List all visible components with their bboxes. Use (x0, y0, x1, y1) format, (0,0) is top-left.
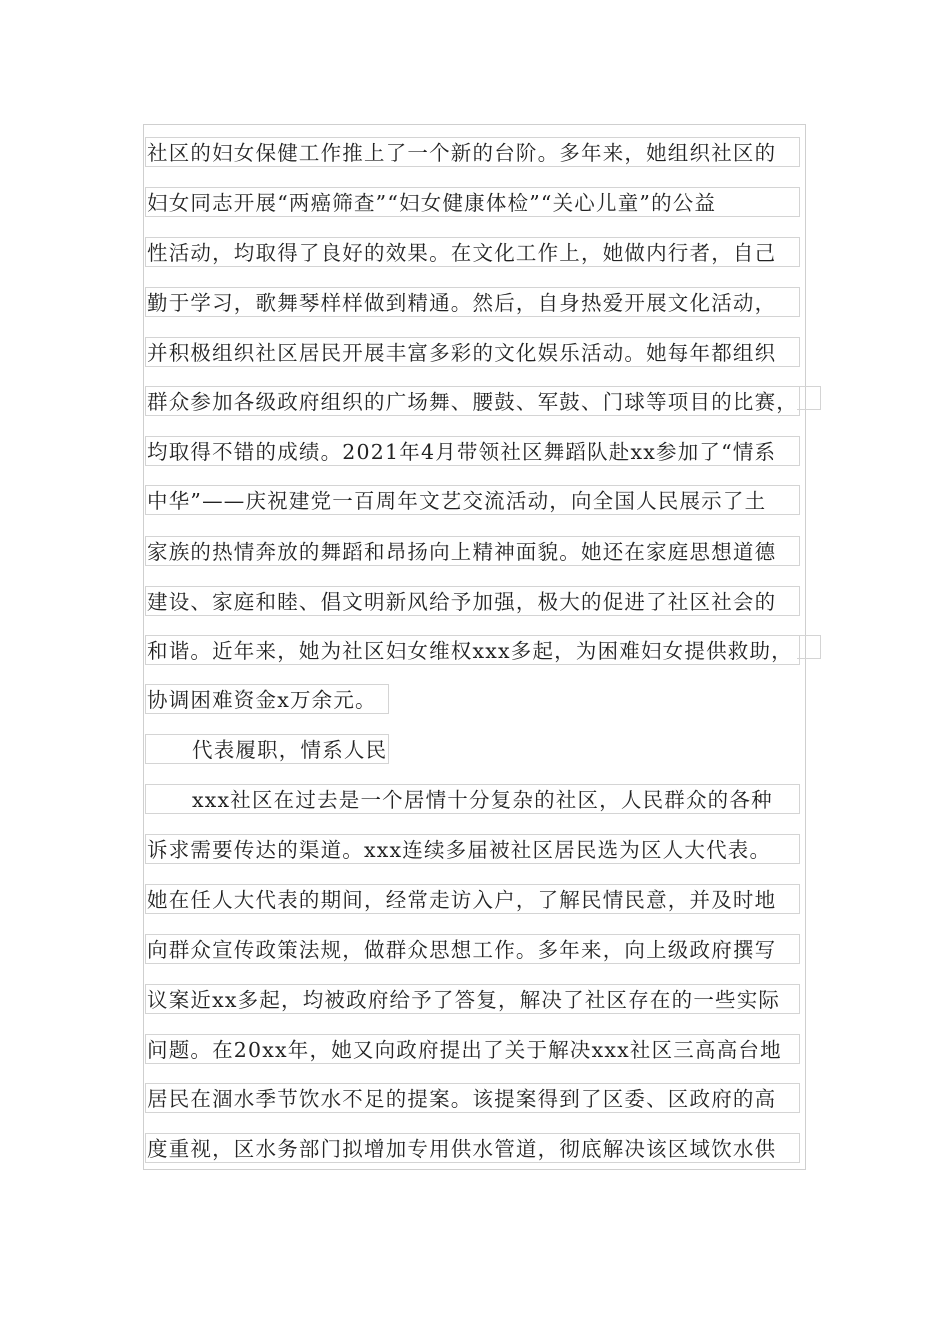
text-line: 议案近xx多起，均被政府给予了答复，解决了社区存在的一些实际 (145, 984, 800, 1014)
text-line: 妇女同志开展“两癌筛查”“妇女健康体检”“关心儿童”的公益 (145, 187, 800, 217)
text-line: 并积极组织社区居民开展丰富多彩的文化娱乐活动。她每年都组织 (145, 337, 800, 367)
text-line: 居民在涸水季节饮水不足的提案。该提案得到了区委、区政府的高 (145, 1083, 800, 1113)
text-line: 协调困难资金x万余元。 (145, 684, 389, 714)
text-line: 群众参加各级政府组织的广场舞、腰鼓、军鼓、门球等项目的比赛， (145, 386, 800, 416)
text-line: 性活动，均取得了良好的效果。在文化工作上，她做内行者，自己 (145, 237, 800, 267)
text-line: 均取得不错的成绩。2021年4月带领社区舞蹈队赴xx参加了“情系 (145, 436, 800, 466)
section-heading: 代表履职，情系人民 (145, 734, 389, 764)
text-line: 向群众宣传政策法规，做群众思想工作。多年来，向上级政府撰写 (145, 934, 800, 964)
overflow-marker (797, 635, 821, 659)
text-line: 问题。在20xx年，她又向政府提出了关于解决xxx社区三高高台地 (145, 1034, 800, 1064)
text-line: 度重视，区水务部门拟增加专用供水管道，彻底解决该区域饮水供 (145, 1133, 800, 1163)
text-line: 和谐。近年来，她为社区妇女维权xxx多起，为困难妇女提供救助， (145, 635, 800, 665)
text-line: 社区的妇女保健工作推上了一个新的台阶。多年来，她组织社区的 (145, 137, 800, 167)
text-line: 勤于学习，歌舞琴样样做到精通。然后，自身热爱开展文化活动， (145, 287, 800, 317)
text-line: 她在任人大代表的期间，经常走访入户，了解民情民意，并及时地 (145, 884, 800, 914)
text-line: 建设、家庭和睦、倡文明新风给予加强，极大的促进了社区社会的 (145, 586, 800, 616)
text-line: xxx社区在过去是一个居情十分复杂的社区，人民群众的各种 (145, 784, 800, 814)
text-line: 中华”——庆祝建党一百周年文艺交流活动，向全国人民展示了土 (145, 485, 800, 515)
text-line: 家族的热情奔放的舞蹈和昂扬向上精神面貌。她还在家庭思想道德 (145, 536, 800, 566)
text-line: 诉求需要传达的渠道。xxx连续多届被社区居民选为区人大代表。 (145, 834, 800, 864)
overflow-marker (797, 386, 821, 410)
